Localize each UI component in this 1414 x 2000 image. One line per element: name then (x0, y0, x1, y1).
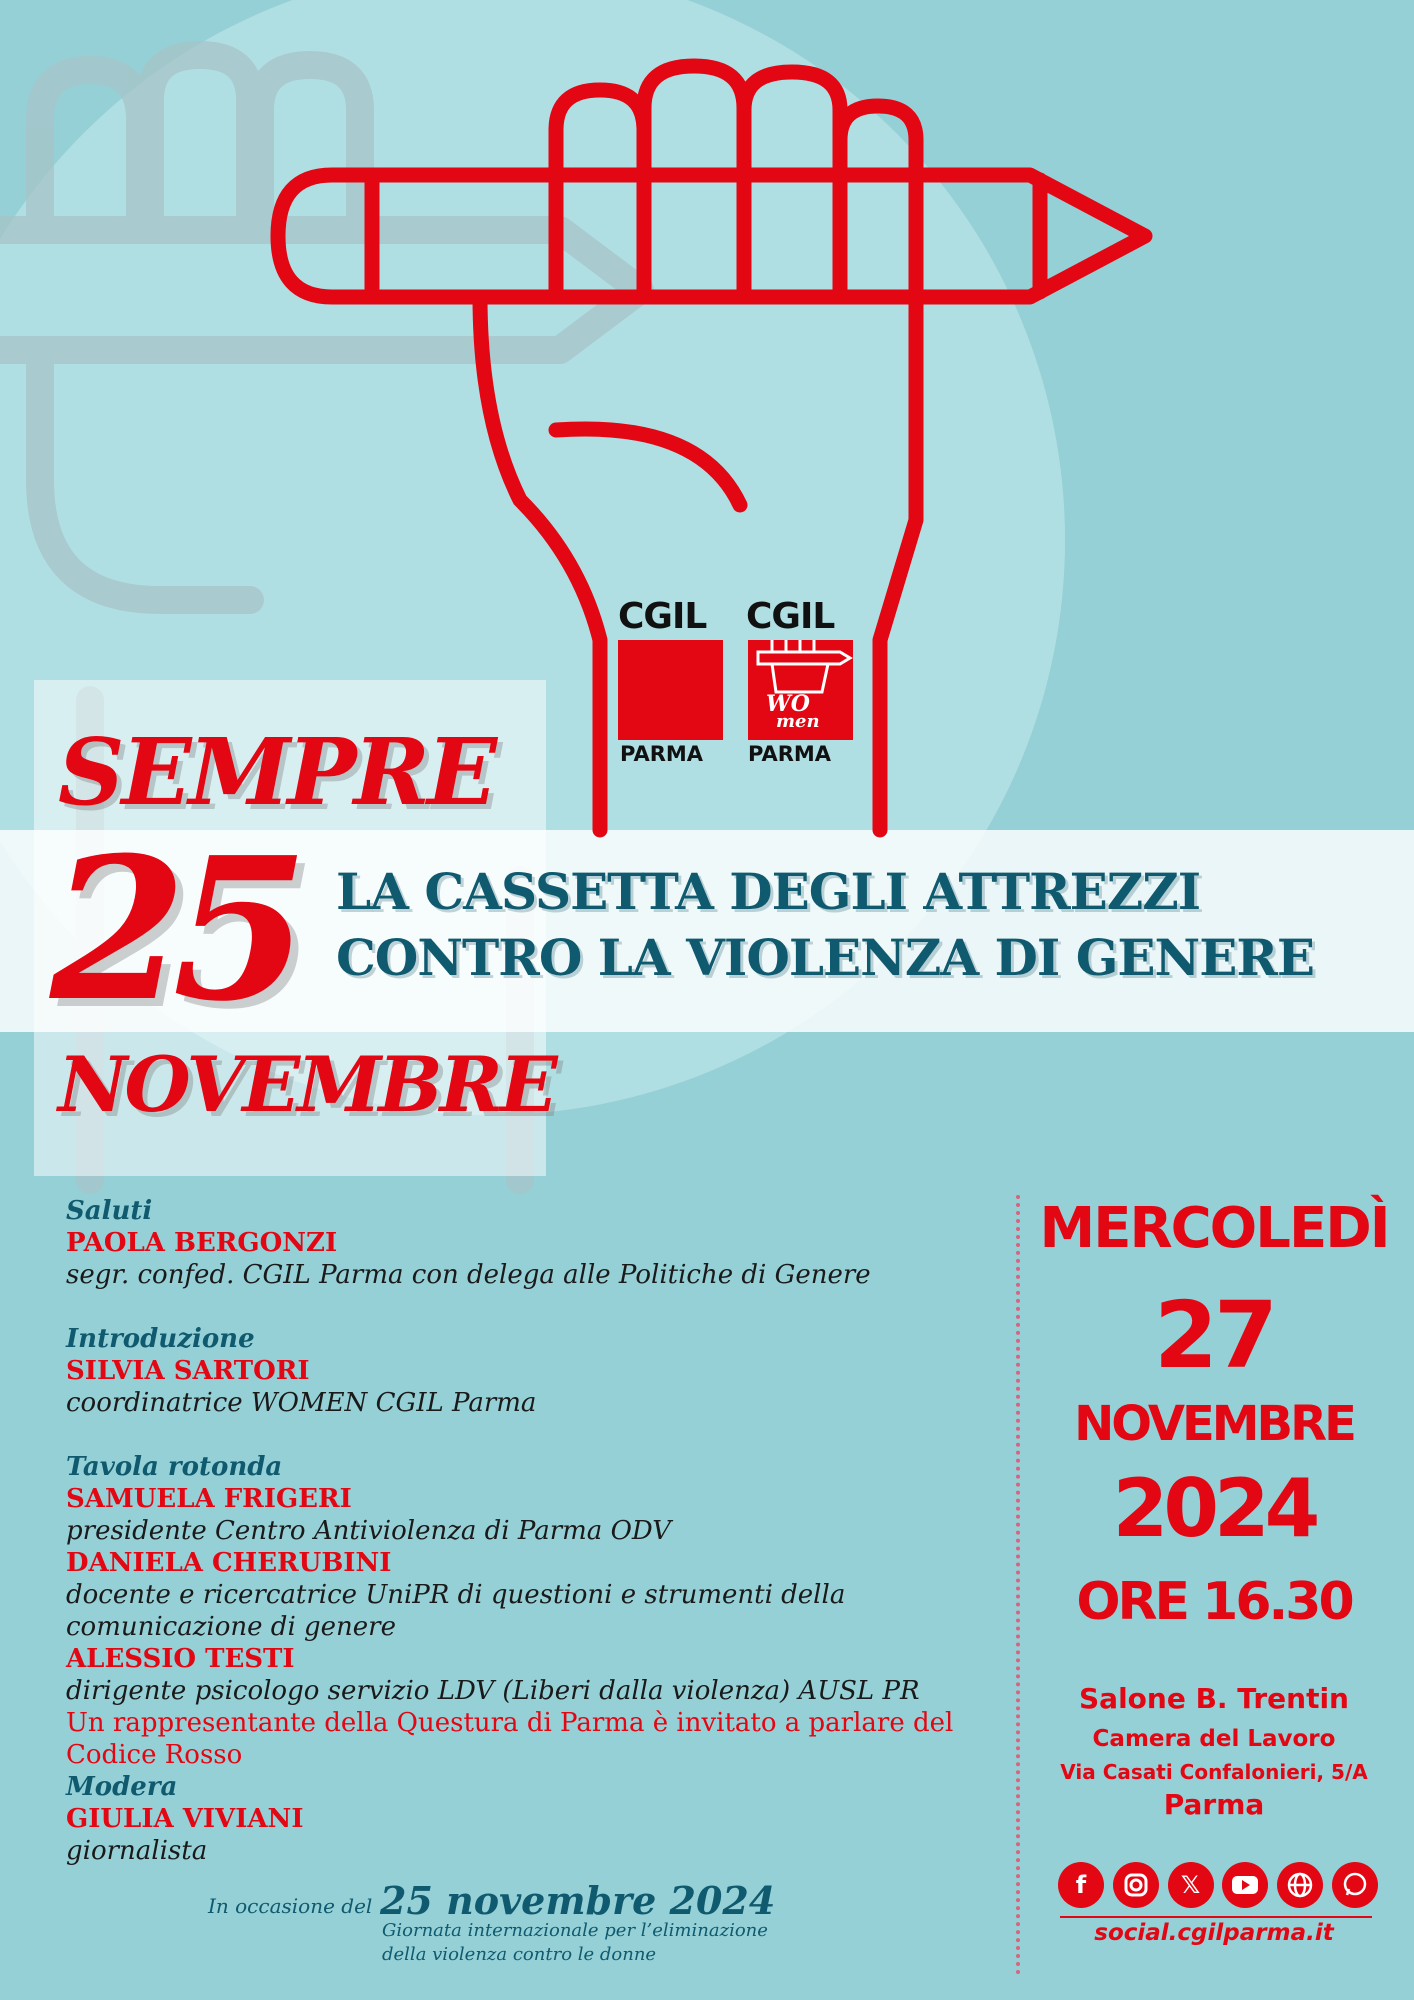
cgil-logo-text: CGIL (618, 596, 707, 637)
questura-note: Un rappresentante della Questura di Parma è invitato a parlare del (66, 1708, 954, 1738)
subtitle-line1: LA CASSETTA DEGLI ATTREZZI (336, 862, 1201, 921)
women-mark-wo: WO (766, 691, 810, 717)
whatsapp-icon[interactable] (1332, 1862, 1378, 1908)
modera-role: giornalista (66, 1836, 208, 1866)
social-underline (1060, 1916, 1372, 1918)
venue-city: Parma (1163, 1788, 1265, 1821)
women-mark-men: men (776, 711, 820, 732)
title-novembre: NOVEMBRE (58, 1040, 555, 1129)
event-weekday: MERCOLEDÌ (1039, 1196, 1389, 1261)
intro-label: Introduzione (66, 1324, 255, 1354)
x-icon[interactable]: 𝕏 (1168, 1862, 1214, 1908)
title-sempre: SEMPRE (58, 718, 495, 826)
speaker-role: presidente Centro Antiviolenza di Parma ODV (66, 1516, 672, 1546)
venue-hall: Salone B. Trentin (1079, 1682, 1349, 1715)
cgil-red-square (618, 640, 723, 740)
speaker-name: SAMUELA FRIGERI (66, 1484, 352, 1514)
tavola-label: Tavola rotonda (66, 1452, 283, 1482)
cgil-logo-parma: PARMA (620, 742, 704, 766)
social-icons (1058, 1862, 1378, 1908)
globe-icon[interactable] (1277, 1862, 1323, 1908)
occasion-description: Giornata internazionale per l’eliminazione (382, 1920, 768, 1941)
venue-building: Camera del Lavoro (1092, 1726, 1336, 1752)
program-list (66, 1195, 996, 1867)
women-logo-mark (766, 691, 820, 732)
questura-note-cont: Codice Rosso (66, 1740, 243, 1770)
occasion-date: 25 novembre 2024 (380, 1878, 776, 1923)
speaker-name: ALESSIO TESTI (66, 1644, 295, 1674)
youtube-icon[interactable] (1222, 1862, 1268, 1908)
saluti-label: Saluti (66, 1196, 153, 1226)
intro-role: coordinatrice WOMEN CGIL Parma (66, 1388, 537, 1418)
instagram-icon[interactable] (1113, 1862, 1159, 1908)
venue-address: Via Casati Confalonieri, 5/A (1060, 1760, 1368, 1784)
title-number: 25 (50, 815, 295, 1045)
saluti-role: segr. confed. CGIL Parma con delega alle Politiche di Genere (66, 1260, 871, 1290)
event-year: 2024 (1112, 1462, 1316, 1555)
cgil-women-logo-parma: PARMA (748, 742, 832, 766)
event-time: ORE 16.30 (1076, 1572, 1352, 1632)
occasion-prefix: In occasione del (208, 1894, 373, 1918)
occasion-description-cont: della violenza contro le donne (382, 1944, 657, 1965)
subtitle-line2: CONTRO LA VIOLENZA DI GENERE (336, 928, 1314, 987)
modera-name: GIULIA VIVIANI (66, 1804, 304, 1834)
speaker-role: dirigente psicologo servizio LDV (Liberi dalla violenza) AUSL PR (66, 1676, 920, 1706)
speaker-role-cont: comunicazione di genere (66, 1612, 397, 1642)
intro-name: SILVIA SARTORI (66, 1356, 310, 1386)
cgil-women-logo-text: CGIL (746, 596, 835, 637)
event-month: NOVEMBRE (1074, 1396, 1354, 1452)
divider-dotted (1016, 1195, 1020, 1975)
social-url-link[interactable]: social.cgilparma.it (1094, 1920, 1334, 1946)
facebook-icon[interactable]: f (1058, 1862, 1104, 1908)
modera-label: Modera (66, 1772, 178, 1802)
speaker-name: DANIELA CHERUBINI (66, 1548, 392, 1578)
saluti-name: PAOLA BERGONZI (66, 1228, 338, 1258)
speaker-role: docente e ricercatrice UniPR di questioni e strumenti della (66, 1580, 846, 1610)
event-day: 27 (1153, 1282, 1275, 1389)
